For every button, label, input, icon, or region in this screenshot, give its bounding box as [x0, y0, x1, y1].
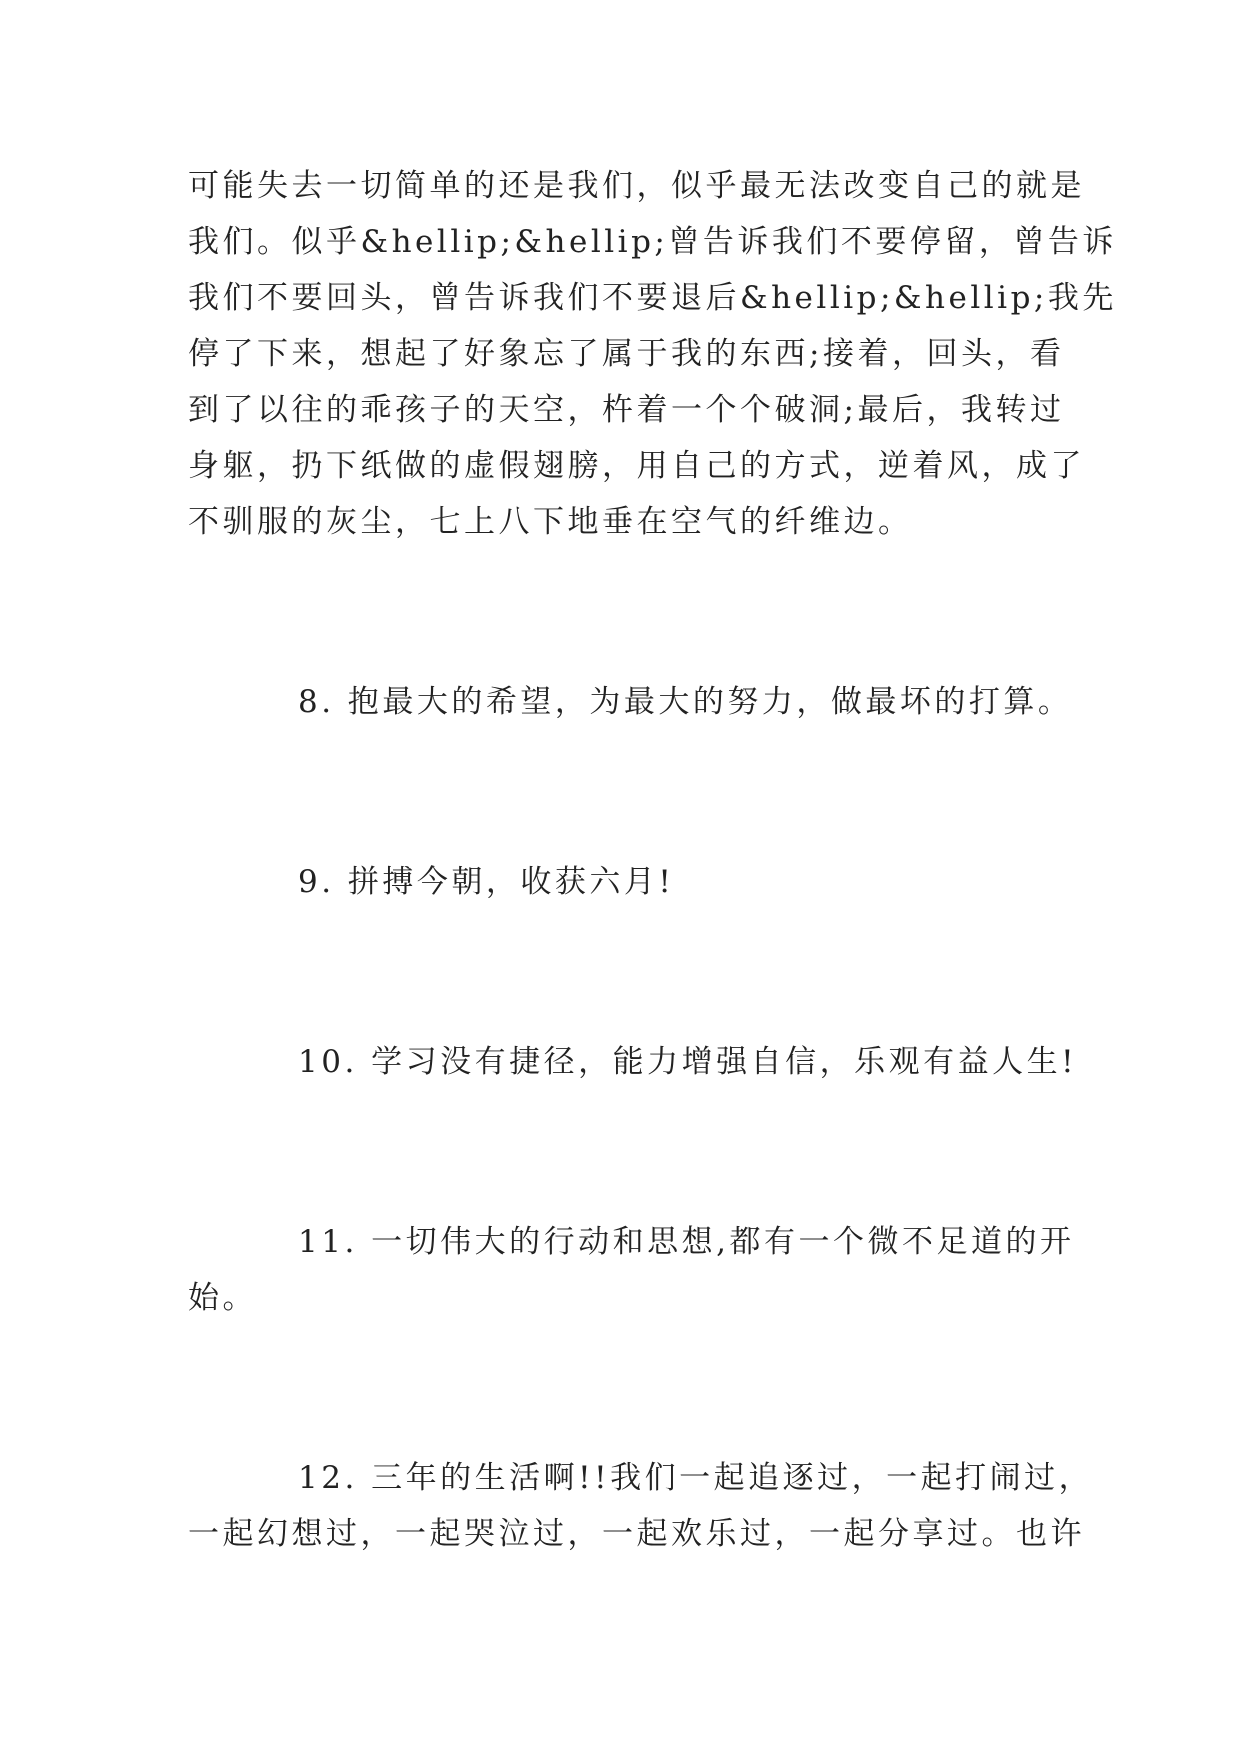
list-item-8: 8. 抱最大的希望，为最大的努力，做最坏的打算。: [298, 684, 1073, 720]
list-item-line: 11. 一切伟大的行动和思想,都有一个微不足道的开: [298, 1224, 1075, 1260]
list-item-9: 9. 拼搏今朝，收获六月!: [298, 864, 675, 900]
paragraph-line: 我们不要回头，曾告诉我们不要退后&hellip;&hellip;我先: [188, 280, 1117, 316]
paragraph-line: 可能失去一切简单的还是我们，似乎最无法改变自己的就是: [188, 168, 1085, 204]
paragraph-line: 身躯，扔下纸做的虚假翅膀，用自己的方式，逆着风，成了: [188, 448, 1085, 484]
paragraph-line: 到了以往的乖孩子的天空，杵着一个个破洞;最后，我转过: [188, 392, 1065, 428]
list-item-line: 始。: [188, 1280, 257, 1316]
paragraph-line: 停了下来，想起了好象忘了属于我的东西;接着，回头，看: [188, 336, 1065, 372]
paragraph-line: 不驯服的灰尘，七上八下地垂在空气的纤维边。: [188, 504, 913, 540]
list-item-10: 10. 学习没有捷径，能力增强自信，乐观有益人生!: [298, 1044, 1078, 1080]
list-item-line: 一起幻想过，一起哭泣过，一起欢乐过，一起分享过。也许: [188, 1516, 1085, 1552]
paragraph-line: 我们。似乎&hellip;&hellip;曾告诉我们不要停留，曾告诉: [188, 224, 1117, 260]
list-item-line: 12. 三年的生活啊!!我们一起追逐过，一起打闹过，: [298, 1460, 1094, 1496]
